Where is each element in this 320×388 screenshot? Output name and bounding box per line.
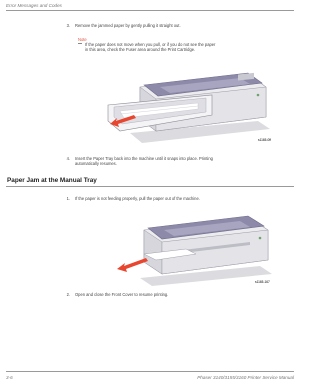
step-text: Remove the jammed paper by gently pulling it straight out.: [75, 23, 181, 28]
printer-illustration: [140, 216, 272, 286]
step-text: Open and close the Front Cover to resume printing.: [75, 292, 169, 297]
pull-arrow: [117, 258, 148, 272]
figure-code: s1165-167: [255, 280, 270, 284]
note-bullet: [78, 43, 82, 44]
step-number: 2.: [66, 292, 70, 297]
step-3: [62, 23, 292, 29]
header-divider: [6, 10, 294, 11]
step-text: automatically resumes.: [75, 161, 117, 167]
footer-divider: [6, 371, 294, 372]
figure-code: s1165-0ff: [258, 138, 271, 142]
step-1: [62, 196, 292, 202]
note-text: [85, 42, 275, 52]
step-2: [62, 292, 292, 298]
note-label: Note: [78, 37, 87, 42]
step-number: 4.: [66, 156, 70, 161]
section-divider: [6, 186, 294, 187]
section-heading: Paper Jam at the Manual Tray: [7, 177, 97, 184]
note-line: in this area, check the Fuser area around the Print Cartridge.: [85, 47, 196, 53]
step-4: [62, 156, 292, 168]
step-text: If the paper is not feeding properly, pull the paper out of the machine.: [75, 196, 200, 201]
figure-manual-tray-jam: [100, 208, 280, 288]
step-number: 3.: [66, 23, 70, 28]
manual-title: Phaser 3140/3155/3160 Printer Service Manual: [197, 375, 294, 380]
step-text: Insert the Paper Tray back into the machine until it snaps into place. Printing: [75, 156, 213, 161]
page-number: 3-6: [6, 375, 13, 380]
step-number: 1.: [66, 196, 70, 201]
note-line: If the paper does not move when you pull, or if you do not see the paper: [85, 42, 216, 47]
running-header: Error Messages and Codes: [6, 3, 62, 8]
figure-remove-jammed-paper: [100, 57, 280, 147]
